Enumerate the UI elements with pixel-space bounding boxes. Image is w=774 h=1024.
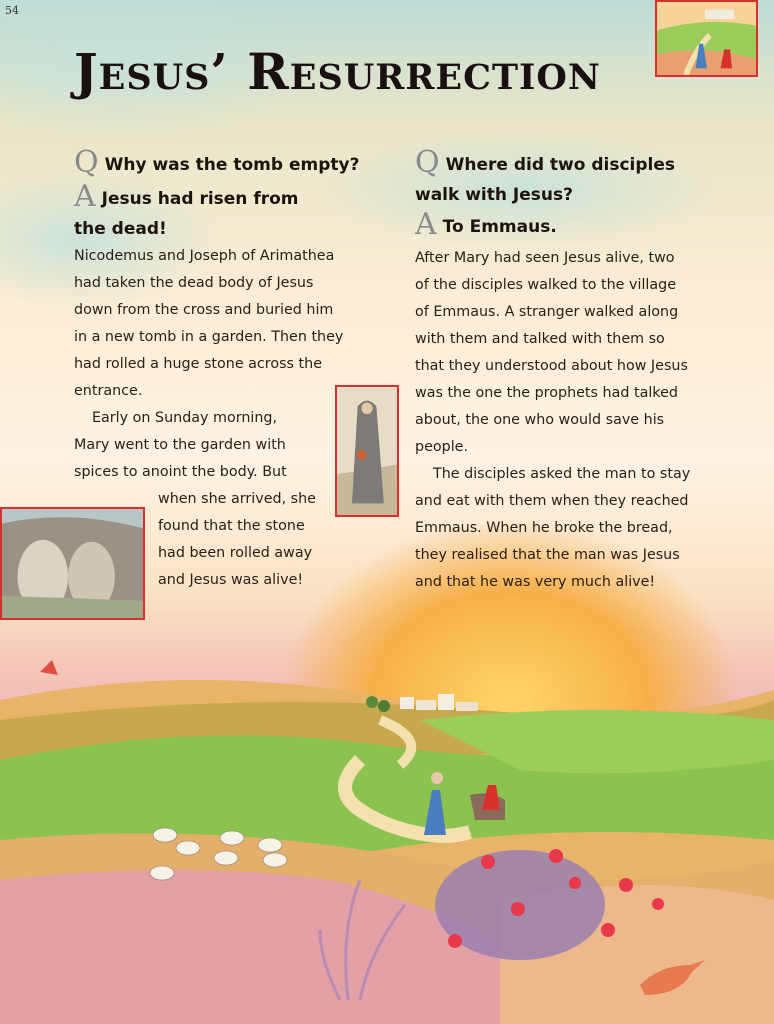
line: The disciples asked the man to stay [433, 466, 691, 482]
right-paragraph-2 [415, 461, 735, 596]
mary-illustration [335, 385, 399, 517]
question-text-line1: Where did two disciples [445, 155, 676, 175]
page-title: Jesus’ Resurrection [74, 42, 601, 101]
line: when she arrived, she [158, 491, 316, 507]
right-paragraph-1 [415, 245, 735, 461]
line: After Mary had seen Jesus alive, two [415, 250, 675, 266]
question-text-line2: walk with Jesus? [415, 185, 573, 205]
line: Emmaus. When he broke the bread, [415, 520, 673, 536]
answer-letter: A [415, 207, 437, 242]
question-letter: Q [74, 145, 99, 180]
line: had been rolled away [158, 545, 313, 561]
line: spices to anoint the body. But [74, 464, 287, 480]
left-paragraph-2b [158, 486, 338, 594]
right-question [415, 142, 735, 208]
line: and Jesus was alive! [158, 572, 304, 588]
left-paragraph-1 [74, 243, 364, 405]
line: with them and talked with them so [415, 331, 665, 347]
empty-tomb-illustration [0, 507, 145, 620]
left-paragraph-2a [74, 405, 334, 486]
line: entrance. [74, 383, 143, 399]
line: Nicodemus and Joseph of Arimathea [74, 248, 335, 264]
right-answer [415, 204, 715, 246]
emmaus-road-thumbnail [655, 0, 758, 77]
line: and eat with them when they reached [415, 493, 689, 509]
line: had taken the dead body of Jesus [74, 275, 314, 291]
line: and that he was very much alive! [415, 574, 656, 590]
line: was the one the prophets had talked [415, 385, 678, 401]
line: of the disciples walked to the village [415, 277, 677, 293]
line: about, the one who would save his [415, 412, 665, 428]
line: Early on Sunday morning, [92, 410, 278, 426]
line: found that the stone [158, 518, 305, 534]
line: that they understood about how Jesus [415, 358, 688, 374]
line: had rolled a huge stone across the [74, 356, 322, 372]
line: of Emmaus. A stranger walked along [415, 304, 679, 320]
page-number: 54 [5, 4, 19, 17]
line: they realised that the man was Jesus [415, 547, 680, 563]
question-text: Why was the tomb empty? [104, 155, 360, 175]
answer-text-line1: Jesus had risen from [101, 189, 299, 209]
line: people. [415, 439, 469, 455]
answer-text-line2: the dead! [74, 219, 167, 239]
answer-text: To Emmaus. [442, 217, 557, 237]
line: down from the cross and buried him [74, 302, 334, 318]
line: in a new tomb in a garden. Then they [74, 329, 344, 345]
question-letter: Q [415, 145, 440, 180]
line: Mary went to the garden with [74, 437, 286, 453]
answer-letter: A [74, 179, 96, 214]
left-answer [74, 176, 374, 242]
